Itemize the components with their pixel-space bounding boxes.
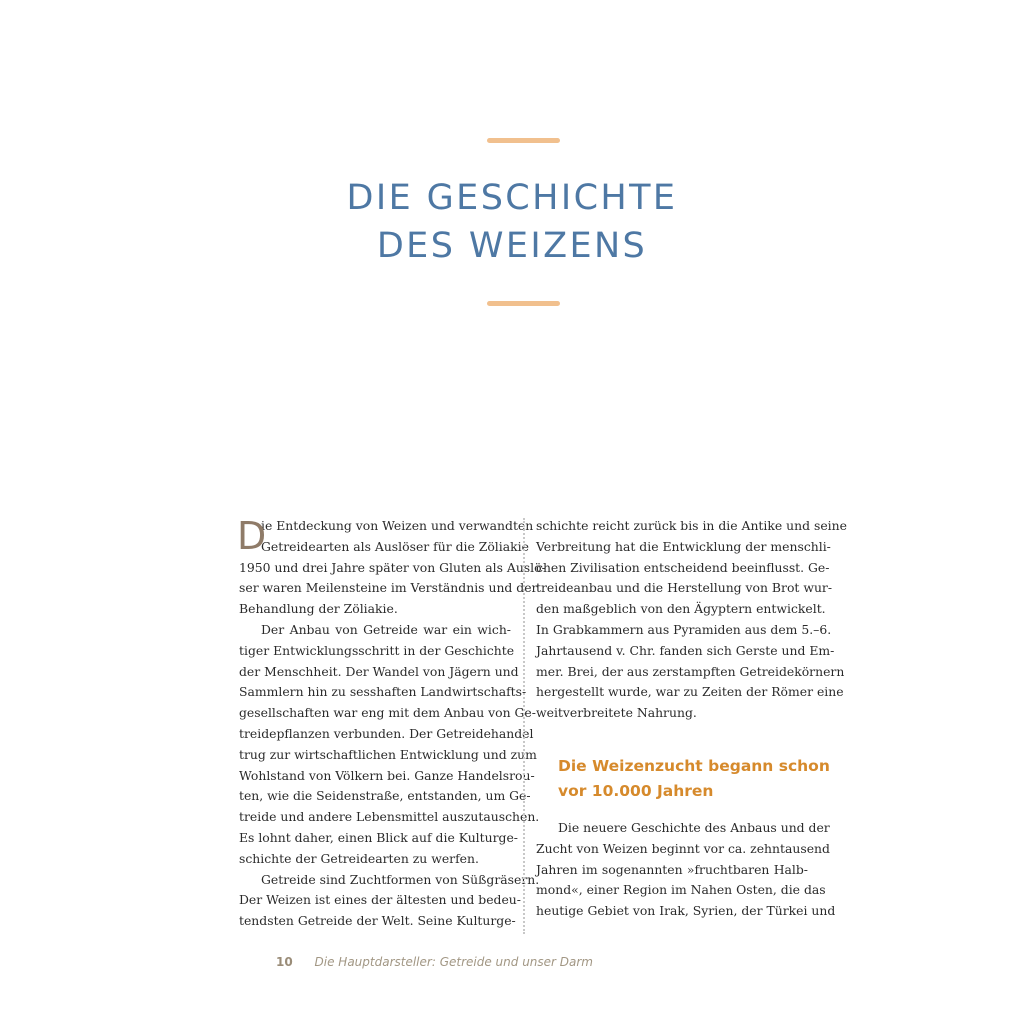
column-divider xyxy=(523,518,525,934)
text-line: Jahren im sogenannten »fruchtbaren Halb- xyxy=(536,861,808,877)
text-line: 1950 und drei Jahre später von Gluten als Auslö- xyxy=(239,559,546,575)
text-line: Getreide sind Zuchtformen von Süßgräsern. xyxy=(261,871,540,887)
text-line: tendsten Getreide der Welt. Seine Kulturge- xyxy=(239,913,516,929)
text-line: Sammlern hin zu sesshaften Landwirtschafts- xyxy=(239,684,527,700)
text-line: Der Anbau von Getreide war ein wich- xyxy=(261,621,511,637)
text-line: treide und andere Lebensmittel auszutauschen. xyxy=(239,809,540,825)
text-line: ten, wie die Seidenstraße, entstanden, um Ge- xyxy=(239,788,531,804)
text-line: schichte der Getreidearten zu werfen. xyxy=(239,850,479,866)
text-line: mer. Brei, der aus zerstampften Getreidekörnern xyxy=(536,663,845,679)
text-line: Der Weizen ist eines der ältesten und bedeu- xyxy=(239,892,521,908)
text-line: chen Zivilisation entscheidend beeinflusst. Ge- xyxy=(536,559,830,575)
text-line: ser waren Meilensteine im Verständnis und der xyxy=(239,580,538,596)
text-line: Behandlung der Zöliakie. xyxy=(239,601,398,617)
page-footer xyxy=(276,955,593,969)
text-line: Es lohnt daher, einen Blick auf die Kulturge- xyxy=(239,829,518,845)
spacer xyxy=(536,724,808,754)
text-line: schichte reicht zurück bis in die Antike und seine xyxy=(536,518,847,533)
text-line: der Menschheit. Der Wandel von Jägern und xyxy=(239,663,519,679)
decorative-rule-top xyxy=(487,138,560,143)
spacer xyxy=(536,804,808,818)
chapter-title xyxy=(0,174,1024,270)
text-line: hergestellt wurde, war zu Zeiten der Römer eine xyxy=(536,684,844,700)
page-number: 10 xyxy=(276,955,293,969)
section-subheading: vor 10.000 Jahren xyxy=(558,781,714,800)
text-line: gesellschaften war eng mit dem Anbau von Ge- xyxy=(239,705,536,721)
text-line: tiger Entwicklungsschritt in der Geschichte xyxy=(239,642,515,658)
left-text-column xyxy=(237,514,546,932)
text-line: Jahrtausend v. Chr. fanden sich Gerste und Em- xyxy=(536,642,835,658)
section-subheading: Die Weizenzucht begann schon xyxy=(558,756,830,775)
text-line: Getreidearten als Auslöser für die Zöliakie xyxy=(261,538,529,554)
running-title: Die Hauptdarsteller: Getreide und unser Darm xyxy=(314,955,593,969)
text-line: mond«, einer Region im Nahen Osten, die das xyxy=(536,882,826,898)
chapter-title-line: DIE GESCHICHTE xyxy=(346,178,678,218)
text-line: Verbreitung hat die Entwicklung der menschli- xyxy=(536,538,831,554)
text-line: heutige Gebiet von Irak, Syrien, der Türkei und xyxy=(536,903,836,919)
chapter-title-line: DES WEIZENS xyxy=(376,226,648,266)
text-line: den maßgeblich von den Ägyptern entwickelt. xyxy=(536,601,826,617)
text-line: Die neuere Geschichte des Anbaus und der xyxy=(558,819,830,835)
text-line: In Grabkammern aus Pyramiden aus dem 5.–6. xyxy=(536,621,832,637)
decorative-rule-bottom xyxy=(487,301,560,306)
right-text-column xyxy=(536,516,847,922)
text-line: ie Entdeckung von Weizen und verwandten xyxy=(261,518,534,533)
text-line: Wohlstand von Völkern bei. Ganze Handelsrou- xyxy=(239,767,535,783)
drop-cap: D xyxy=(237,514,267,558)
text-line: weitverbreitete Nahrung. xyxy=(536,705,697,721)
text-line: treidepflanzen verbunden. Der Getreidehandel xyxy=(239,725,534,741)
text-line: treideanbau und die Herstellung von Brot wur- xyxy=(536,580,833,596)
text-line: trug zur wirtschaftlichen Entwicklung und zum xyxy=(239,746,537,762)
text-line: Zucht von Weizen beginnt vor ca. zehntausend xyxy=(536,840,830,856)
